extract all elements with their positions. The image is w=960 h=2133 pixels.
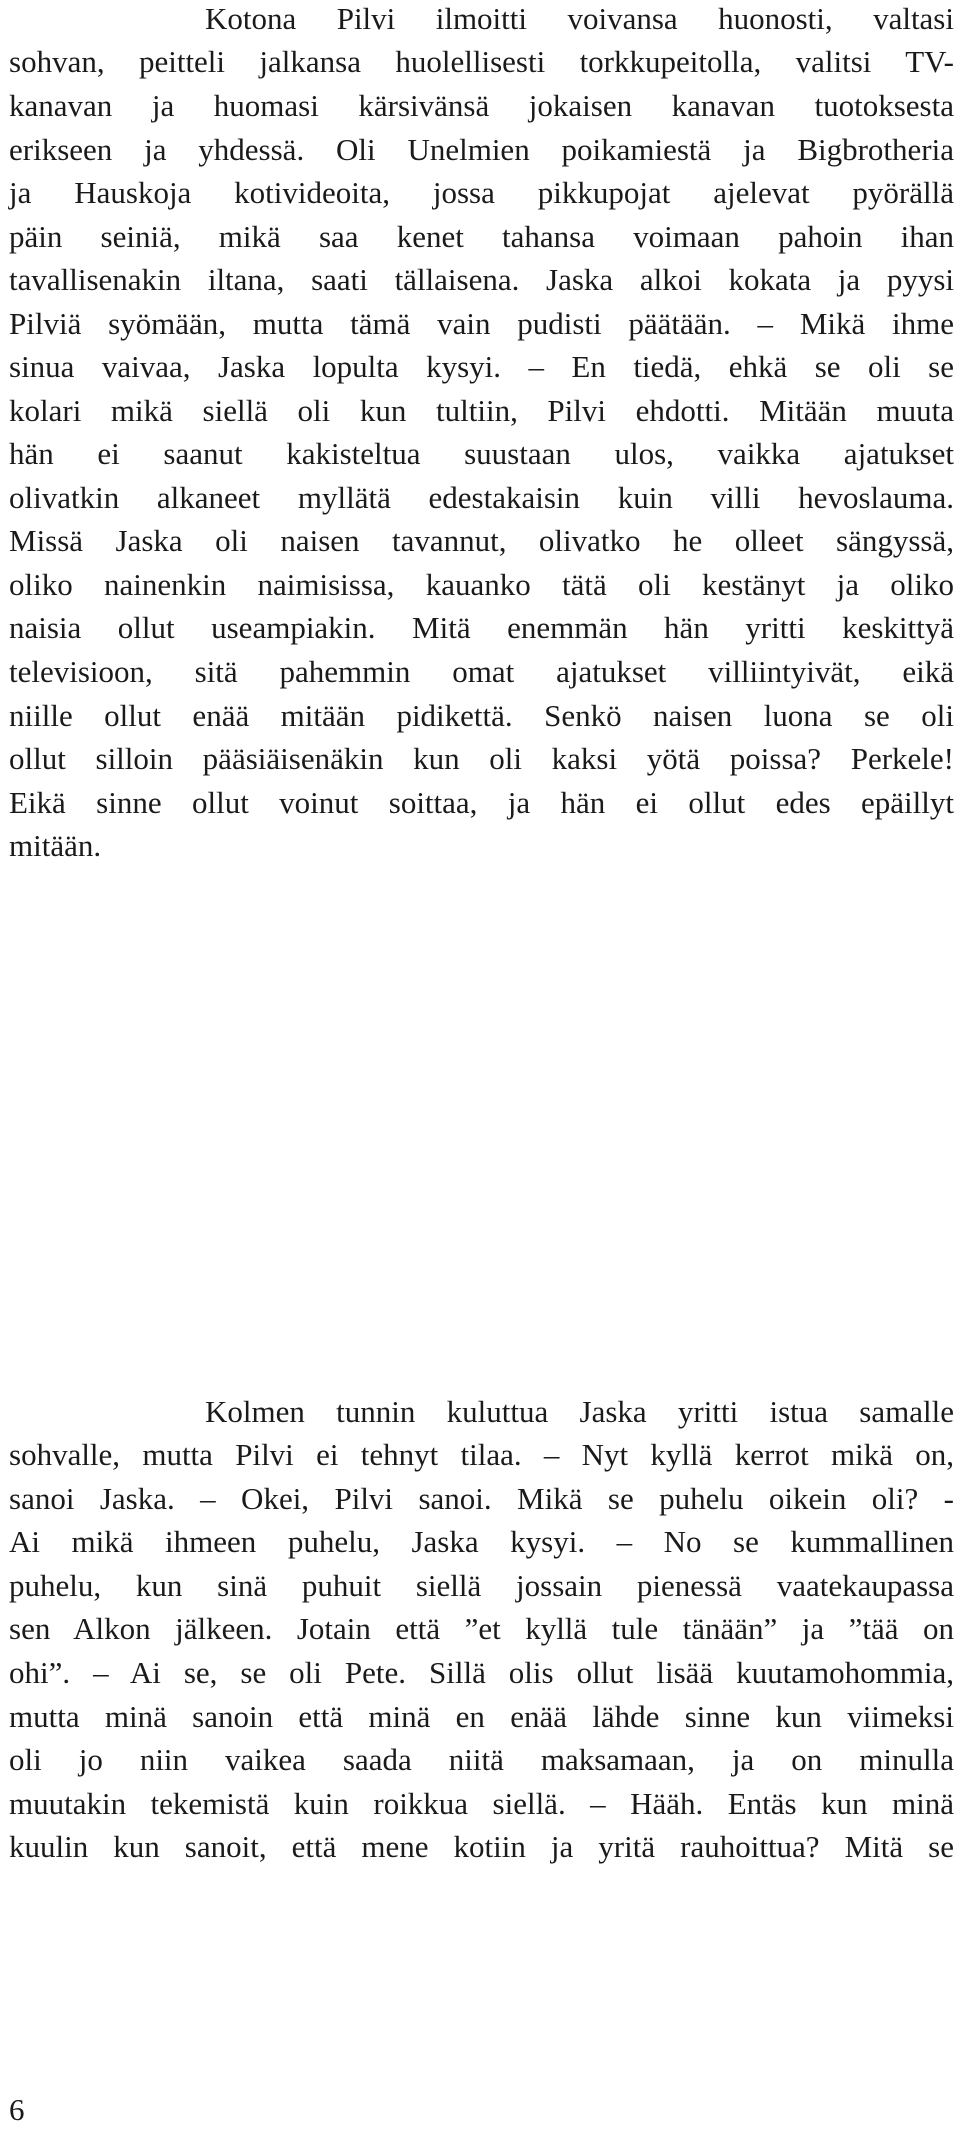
paragraph-1-line-15: naisia ollut useampiakin. Mitä enemmän hän yritti keskittyä [9, 610, 954, 645]
paragraph-2-line-3: sanoi Jaska. – Okei, Pilvi sanoi. Mikä se puhelu oikein oli? - [9, 1481, 954, 1516]
paragraph-1-line-14: oliko nainenkin naimisissa, kauanko tätä oli kestänyt ja oliko [9, 567, 954, 602]
paragraph-1-line-13: Missä Jaska oli naisen tavannut, olivatko he olleet sängyssä, [9, 523, 954, 558]
paragraph-1-line-10: kolari mikä siellä oli kun tultiin, Pilvi ehdotti. Mitään muuta [9, 393, 954, 428]
paragraph-1-line-17: niille ollut enää mitään pidikettä. Senkö naisen luona se oli [9, 698, 954, 733]
paragraph-1-line-9: sinua vaivaa, Jaska lopulta kysyi. – En tiedä, ehkä se oli se [9, 349, 954, 384]
paragraph-1-line-5: ja Hauskoja kotivideoita, jossa pikkupojat ajelevat pyörällä [9, 175, 954, 210]
paragraph-2-line-7: ohi”. – Ai se, se oli Pete. Sillä olis ollut lisää kuutamohommia, [9, 1655, 954, 1690]
paragraph-1-line-12: olivatkin alkaneet myllätä edestakaisin kuin villi hevoslauma. [9, 480, 954, 515]
paragraph-1-line-16: televisioon, sitä pahemmin omat ajatukset villiintyivät, eikä [9, 654, 954, 689]
paragraph-2-line-10: muutakin tekemistä kuin roikkua siellä. – Hääh. Entäs kun minä [9, 1786, 954, 1821]
paragraph-1-line-2: sohvan, peitteli jalkansa huolellisesti torkkupeitolla, valitsi TV- [9, 44, 954, 79]
paragraph-1-line-11: hän ei saanut kakisteltua suustaan ulos, vaikka ajatukset [9, 436, 954, 471]
paragraph-1-line-19: Eikä sinne ollut voinut soittaa, ja hän ei ollut edes epäillyt [9, 785, 954, 820]
paragraph-2-line-11: kuulin kun sanoit, että mene kotiin ja yritä rauhoittua? Mitä se [9, 1829, 954, 1864]
paragraph-1-line-20: mitään. [9, 828, 102, 863]
paragraph-1-line-6: päin seiniä, mikä saa kenet tahansa voimaan pahoin ihan [9, 219, 954, 254]
paragraph-1-line-18: ollut silloin pääsiäisenäkin kun oli kaksi yötä poissa? Perkele! [9, 741, 954, 776]
paragraph-1-line-8: Pilviä syömään, mutta tämä vain pudisti päätään. – Mikä ihme [9, 306, 954, 341]
paragraph-2-line-6: sen Alkon jälkeen. Jotain että ”et kyllä tule tänään” ja ”tää on [9, 1611, 954, 1646]
paragraph-2-line-9: oli jo niin vaikea saada niitä maksamaan, ja on minulla [9, 1742, 954, 1777]
paragraph-2-line-5: puhelu, kun sinä puhuit siellä jossain pienessä vaatekaupassa [9, 1568, 954, 1603]
paragraph-1-line-4: erikseen ja yhdessä. Oli Unelmien poikamiestä ja Bigbrotheria [9, 132, 954, 167]
paragraph-2-line-8: mutta minä sanoin että minä en enää lähde sinne kun viimeksi [9, 1699, 954, 1734]
page-number: 6 [9, 2092, 25, 2127]
paragraph-2-line-1: Kolmen tunnin kuluttua Jaska yritti istua samalle [205, 1394, 954, 1429]
paragraph-1-line-3: kanavan ja huomasi kärsivänsä jokaisen kanavan tuotoksesta [9, 88, 954, 123]
paragraph-2-line-2: sohvalle, mutta Pilvi ei tehnyt tilaa. – Nyt kyllä kerrot mikä on, [9, 1437, 954, 1472]
paragraph-1-line-1: Kotona Pilvi ilmoitti voivansa huonosti, valtasi [205, 1, 954, 36]
paragraph-1-line-7: tavallisenakin iltana, saati tällaisena. Jaska alkoi kokata ja pyysi [9, 262, 954, 297]
paragraph-2-line-4: Ai mikä ihmeen puhelu, Jaska kysyi. – No se kummallinen [9, 1524, 954, 1559]
